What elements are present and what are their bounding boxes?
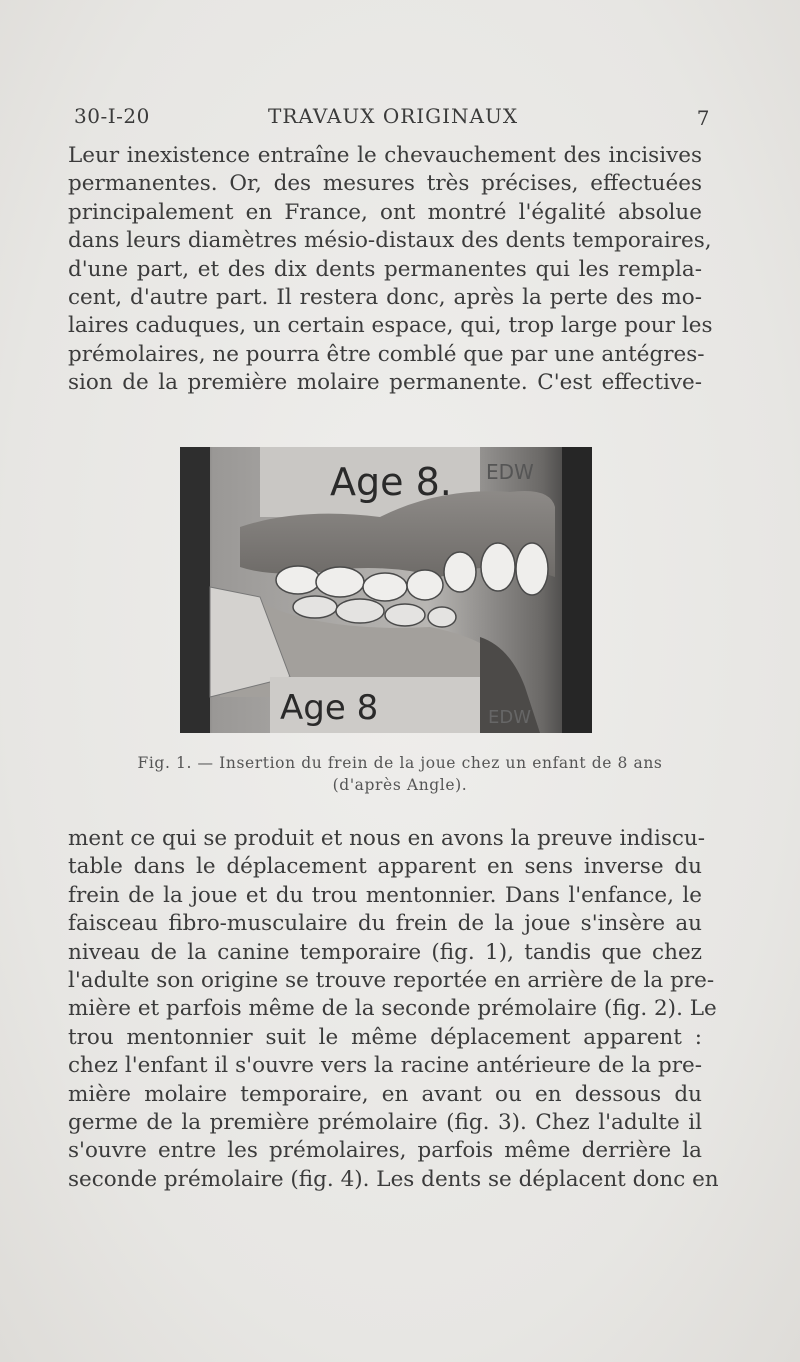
figure-label-bottom: Age 8 bbox=[280, 688, 379, 728]
text-line: d'une part, et des dix dents permanentes qui les rempla- bbox=[68, 256, 702, 282]
text-line: laires caduques, un certain espace, qui, trop large pour les bbox=[68, 313, 713, 339]
text-line: cent, d'autre part. Il restera donc, après la perte des mo- bbox=[68, 285, 702, 311]
text-line: mière molaire temporaire, en avant ou en dessous du bbox=[68, 1081, 702, 1107]
caption-line: (d'après Angle). bbox=[332, 776, 468, 794]
text-line: l'adulte son origine se trouve reportée en arrière de la pre- bbox=[68, 968, 715, 994]
header-date: 30-I-20 bbox=[74, 104, 150, 128]
right-dark-edge bbox=[562, 447, 592, 733]
text-line: prémolaires, ne pourra être comblé que par une antégres- bbox=[68, 341, 705, 367]
figure-mark-bottom: EDW bbox=[488, 707, 532, 728]
text-line: trou mentonnier suit le même déplacement apparent : bbox=[68, 1024, 702, 1050]
page-number: 7 bbox=[696, 106, 710, 130]
text-line: seconde prémolaire (fig. 4). Les dents se déplacent donc en bbox=[68, 1166, 719, 1192]
figure-mark-top: EDW bbox=[486, 460, 534, 484]
text-line: chez l'enfant il s'ouvre vers la racine antérieure de la pre- bbox=[68, 1053, 702, 1079]
text-line: faisceau fibro-musculaire du frein de la joue s'insère au bbox=[68, 911, 702, 937]
text-line: table dans le déplacement apparent en sens inverse du bbox=[68, 854, 702, 880]
figure-dental-cast-photo bbox=[180, 447, 592, 733]
paragraph-2 bbox=[68, 825, 719, 1194]
paragraph-1 bbox=[68, 142, 713, 398]
running-header bbox=[74, 104, 714, 132]
text-line: niveau de la canine temporaire (fig. 1), tandis que chez bbox=[68, 939, 702, 965]
text-line: frein de la joue et du trou mentonnier. Dans l'enfance, le bbox=[68, 882, 702, 908]
text-line: ment ce qui se produit et nous en avons la preuve indiscu- bbox=[68, 826, 706, 851]
text-line: germe de la première prémolaire (fig. 3). Chez l'adulte il bbox=[68, 1110, 702, 1136]
header-title: TRAVAUX ORIGINAUX bbox=[268, 104, 519, 128]
text-line: sion de la première molaire permanente. C'est effective- bbox=[68, 370, 702, 396]
text-line: dans leurs diamètres mésio-distaux des dents temporaires, bbox=[68, 228, 712, 254]
dental-cast-illustration bbox=[180, 447, 592, 733]
figure-label-top: Age 8. bbox=[330, 460, 452, 504]
text-line: permanentes. Or, des mesures très précises, effectuées bbox=[68, 171, 702, 197]
caption-line: Fig. 1. — Insertion du frein de la joue chez un enfant de 8 ans bbox=[137, 754, 663, 772]
text-line: mière et parfois même de la seconde prémolaire (fig. 2). Le bbox=[68, 996, 717, 1022]
text-line: s'ouvre entre les prémolaires, parfois même derrière la bbox=[68, 1138, 702, 1164]
text-line: Leur inexistence entraîne le chevauchement des incisives bbox=[68, 143, 702, 168]
left-dark-edge bbox=[180, 447, 210, 733]
figure-caption bbox=[90, 752, 710, 796]
text-line: principalement en France, ont montré l'égalité absolue bbox=[68, 199, 702, 225]
